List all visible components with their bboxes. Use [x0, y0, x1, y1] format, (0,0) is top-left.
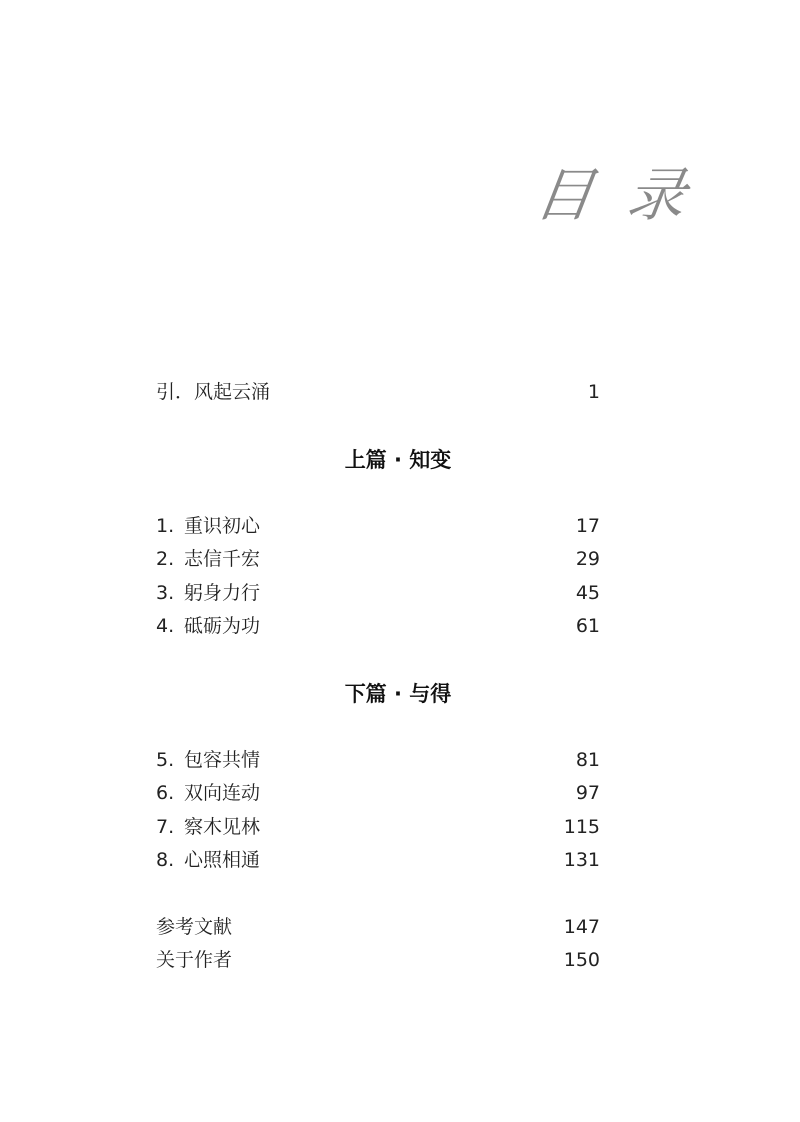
toc-entry-about-author[interactable]	[156, 946, 600, 974]
page-title-char-1: 目	[530, 161, 599, 229]
toc-entry-page: 45	[575, 582, 600, 604]
toc-entry-page: 17	[575, 515, 600, 537]
toc-entry-7[interactable]	[156, 813, 600, 841]
toc-entry-title: 躬身力行	[184, 582, 261, 604]
toc-entry-title: 心照相通	[184, 849, 261, 871]
section-heading-part1: 上篇 · 知变	[344, 448, 452, 472]
toc-entry-page: 97	[575, 782, 600, 804]
toc-entry-number: 7.	[156, 816, 175, 838]
toc-entry-number: 4.	[156, 615, 175, 637]
toc-entry-2[interactable]	[156, 545, 600, 573]
toc-entry-label	[156, 579, 260, 607]
toc-entry-number: 6.	[156, 782, 175, 804]
toc-entry-label: 参考文献	[156, 916, 233, 938]
toc-entry-title: 砥砺为功	[184, 615, 261, 637]
toc-entry-5[interactable]	[156, 746, 600, 774]
toc-entry-title: 包容共情	[184, 749, 261, 771]
toc-entry-3[interactable]	[156, 579, 600, 607]
toc-entry-page: 150	[563, 949, 600, 971]
toc-entry-number: 5.	[156, 749, 175, 771]
toc-entry-label	[156, 846, 260, 874]
toc-entry-label: 关于作者	[156, 949, 233, 971]
toc-entry-page: 29	[575, 548, 600, 570]
toc-entry-page: 115	[563, 816, 600, 838]
toc-entry-label	[156, 545, 260, 573]
toc-entry-references[interactable]	[156, 913, 600, 941]
toc-entry-page: 61	[575, 615, 600, 637]
toc-entry-6[interactable]	[156, 779, 600, 807]
page-title	[530, 150, 691, 230]
toc-entry-title: 志信千宏	[184, 548, 261, 570]
page-title-char-2: 录	[622, 161, 691, 229]
toc-entry-4[interactable]	[156, 612, 600, 640]
toc-entry-page: 81	[575, 749, 600, 771]
toc-entry-number: 2.	[156, 548, 175, 570]
toc-entry-label	[156, 512, 260, 540]
toc-entry-title: 察木见林	[184, 816, 261, 838]
toc-entry-1[interactable]	[156, 512, 600, 540]
toc-entry-label: 引．风起云涌	[156, 381, 271, 403]
toc-entry-label	[156, 612, 260, 640]
toc-entry-page: 147	[563, 916, 600, 938]
toc-entry-title: 双向连动	[184, 782, 261, 804]
toc-entry-label	[156, 746, 260, 774]
toc-entry-title: 重识初心	[184, 515, 261, 537]
toc-entry-8[interactable]	[156, 846, 600, 874]
section-heading-part2: 下篇 · 与得	[344, 682, 452, 706]
toc-entry-label	[156, 813, 260, 841]
toc-entry-intro[interactable]	[156, 378, 600, 406]
toc-entry-number: 3.	[156, 582, 175, 604]
toc-entry-page: 131	[563, 849, 600, 871]
toc-entry-number: 1.	[156, 515, 175, 537]
toc-entry-number: 8.	[156, 849, 175, 871]
toc-entry-label	[156, 779, 260, 807]
toc-entry-page: 1	[587, 381, 600, 403]
